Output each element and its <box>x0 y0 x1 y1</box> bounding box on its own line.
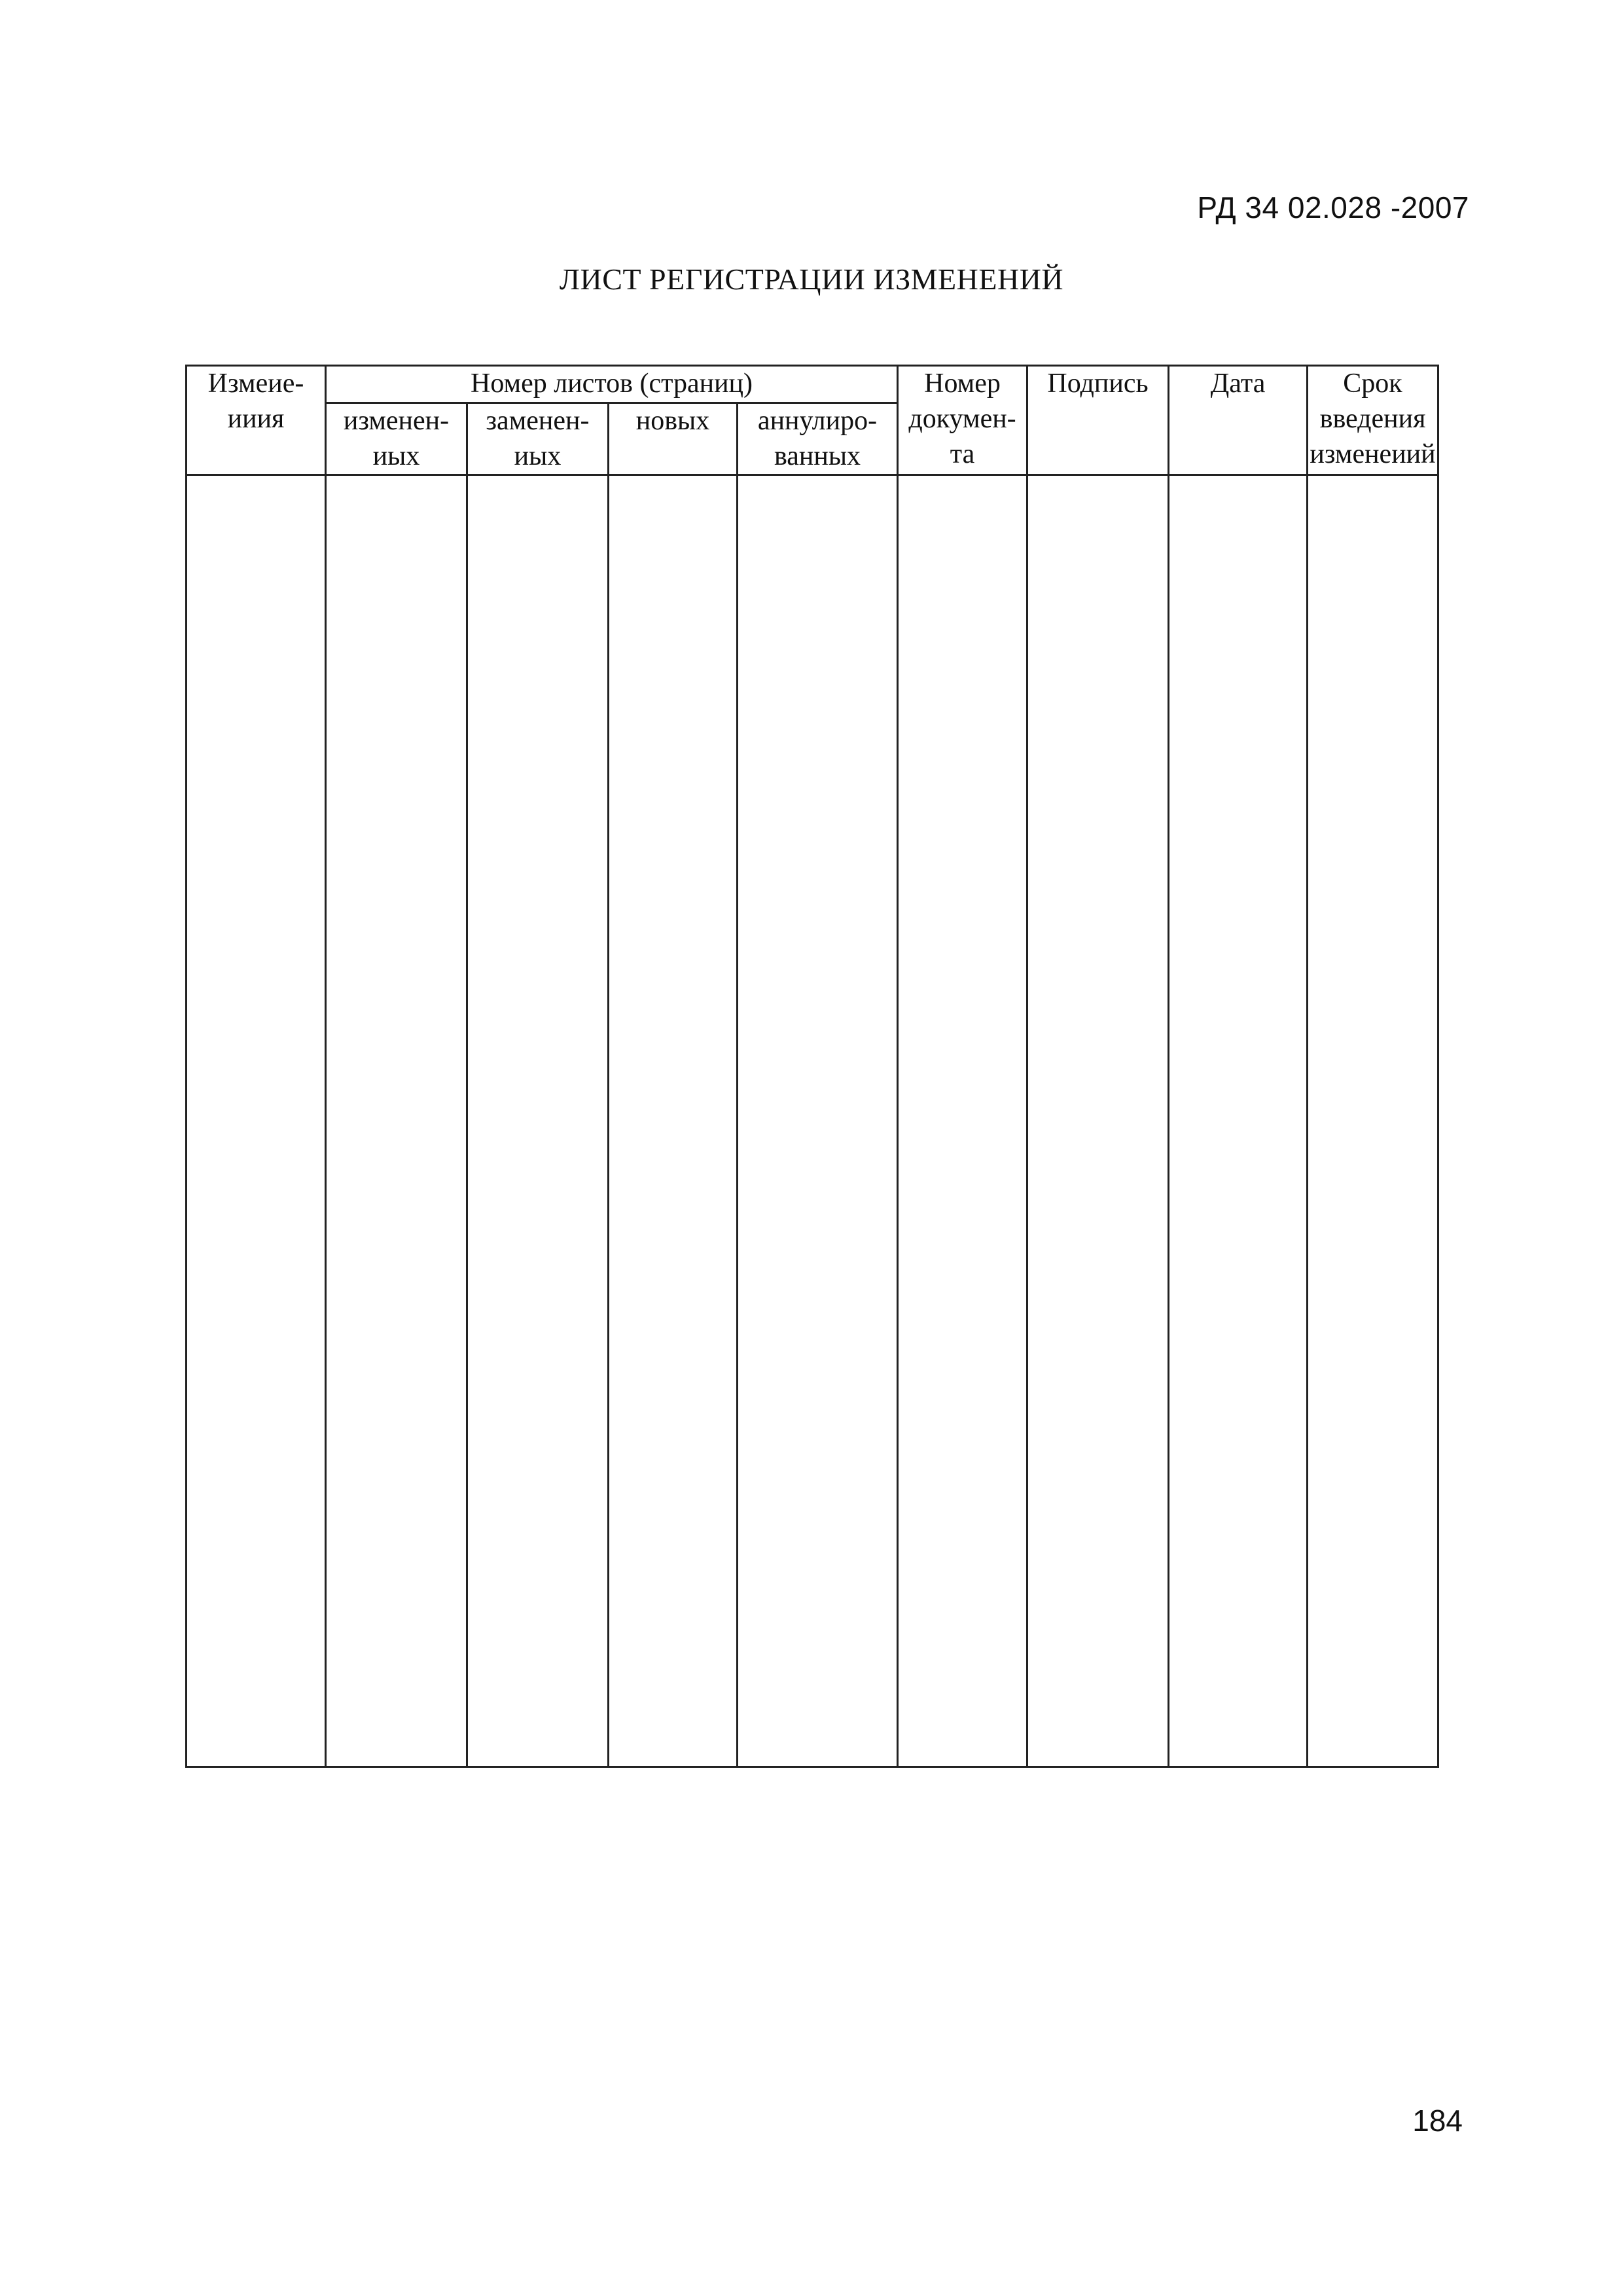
header-replaced-sheets: заменен- иых <box>467 403 609 475</box>
table-cell <box>326 475 467 1767</box>
header-changed-sheets: изменен- иых <box>326 403 467 475</box>
table-cell <box>1027 475 1169 1767</box>
table-cell <box>1169 475 1308 1767</box>
table-cell <box>187 475 326 1767</box>
table-cell <box>738 475 898 1767</box>
change-registration-table <box>185 365 1439 1768</box>
header-change-number: Измеие- ииия <box>187 366 326 475</box>
page-title: ЛИСТ РЕГИСТРАЦИИ ИЗМЕНЕНИЙ <box>559 262 1064 296</box>
page-number: 184 <box>1412 2104 1463 2138</box>
table-cell <box>1308 475 1438 1767</box>
header-new-sheets: новых <box>609 403 738 475</box>
header-document-number: Номер докумен- та <box>898 366 1027 475</box>
header-cancelled-sheets: аннулиро- ванных <box>738 403 898 475</box>
table-row <box>187 475 1438 1767</box>
table-cell <box>467 475 609 1767</box>
header-sheet-numbers-group: Номер листов (страниц) <box>326 366 898 403</box>
table-cell <box>609 475 738 1767</box>
header-implementation-deadline: Срок введения изменеиий <box>1308 366 1438 475</box>
table-cell <box>898 475 1027 1767</box>
document-code: РД 34 02.028 -2007 <box>1197 190 1469 224</box>
header-signature: Подпись <box>1027 366 1169 475</box>
header-date: Дата <box>1169 366 1308 475</box>
